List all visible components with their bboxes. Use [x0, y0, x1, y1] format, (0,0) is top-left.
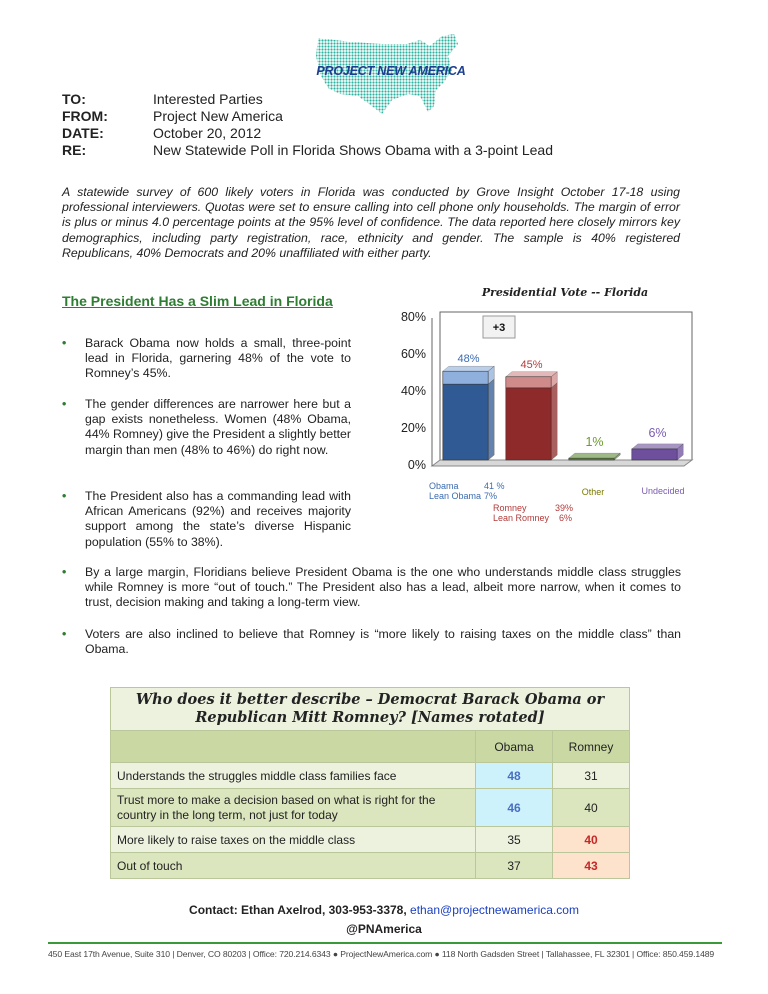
memo-value: New Statewide Poll in Florida Shows Obama with a 3-point Lead: [153, 142, 553, 158]
y-tick-label: 80%: [400, 310, 426, 324]
table-row: [111, 853, 630, 879]
category-label-other: Other: [581, 487, 605, 497]
category-value-obama: 41 %: [484, 481, 505, 491]
intro-paragraph: A statewide survey of 600 likely voters in Florida was conducted by Grove Insight October 17-18 using professional interviewers. Quotas were set to ensure calling into cell phone only households. The margin of error is plus or minus 4.0 percentage points at the 95% level of confidence. The data reported here closely mirrors key demographics, including party registration, race, ethnicity and gender. The sample is 40% registered Republicans, 40% Democrats and 20% unaffiliated with either party.: [62, 185, 680, 260]
section-heading: The President Has a Slim Lead in Florida: [62, 293, 333, 309]
bullet-text: By a large margin, Floridians believe President Obama is the one who understands middle class struggles while Romney is more “out of touch.” The President also has a lead, albeit more narrow, when it comes to trust, decision making and taking a long-term view.: [85, 565, 681, 610]
bullet-text: Barack Obama now holds a small, three-point lead in Florida, garnering 48% of the vote to Romney’s 45%.: [85, 336, 351, 381]
bar-segment: [443, 371, 488, 384]
bar-segment: [506, 377, 551, 388]
comparison-table: [110, 687, 630, 879]
romney-value: 40: [553, 827, 630, 853]
category-label-romney: Romney: [493, 503, 527, 513]
bullet-text: The President also has a commanding lead with African Americans (92%) and receives majority support among the state’s diverse Hispanic population (55% to 38%).: [85, 489, 351, 549]
category-value-lean-obama: 7%: [484, 491, 498, 501]
table-header-blank: [111, 731, 476, 763]
bar-segment: [506, 388, 551, 460]
obama-value: 35: [476, 827, 553, 853]
obama-value: 46: [476, 789, 553, 827]
row-label: Out of touch: [111, 853, 476, 879]
contact-text: Contact: Ethan Axelrod, 303-953-3378,: [189, 903, 411, 917]
bullet-icon: •: [62, 627, 67, 641]
romney-value: 43: [553, 853, 630, 879]
category-label-undecided: Undecided: [641, 486, 685, 496]
memo-key: RE:: [62, 142, 87, 158]
memo-key: DATE:: [62, 125, 104, 141]
project-new-america-logo: [312, 30, 466, 120]
twitter-handle: @PNAmerica: [346, 922, 422, 936]
y-tick-label: 0%: [407, 458, 426, 472]
presidential-vote-chart: [395, 300, 705, 530]
bar-top: [569, 453, 620, 458]
memo-key: TO:: [62, 91, 86, 107]
contact-line: [0, 903, 768, 917]
data-label: 45%: [520, 358, 543, 371]
category-value-lean-romney: 6%: [559, 513, 573, 523]
obama-value: 37: [476, 853, 553, 879]
data-label: 6%: [648, 425, 667, 440]
y-tick-label: 40%: [400, 384, 426, 398]
bullet-text: The gender differences are narrower here but a gap exists nonetheless. Women (48% Obama, 44% Romney) give the President a slightly better margin than men (48% to 46%) do right now.: [85, 397, 351, 457]
bullet-icon: •: [62, 336, 67, 350]
email-link[interactable]: ethan@projectnewamerica.com: [410, 903, 579, 917]
memo-key: FROM:: [62, 108, 108, 124]
chart-title: Presidential Vote -- Florida: [481, 286, 649, 299]
footer-divider: [48, 942, 722, 944]
bar-top: [506, 372, 557, 377]
bar-segment: [443, 384, 488, 460]
bullet-icon: •: [62, 397, 67, 411]
y-tick-label: 20%: [400, 421, 426, 435]
y-tick-label: 60%: [400, 347, 426, 361]
bullet-icon: •: [62, 565, 67, 579]
table-row: [111, 763, 630, 789]
romney-value: 31: [553, 763, 630, 789]
category-value-romney: 39%: [555, 503, 574, 513]
data-label: 1%: [585, 435, 604, 450]
memo-value: Interested Parties: [153, 91, 263, 107]
memo-value: October 20, 2012: [153, 125, 262, 141]
table-title: Who does it better describe – Democrat Barack Obama or Republican Mitt Romney? [Names rotated]: [111, 688, 630, 731]
obama-value: 48: [476, 763, 553, 789]
bar-side: [551, 383, 557, 460]
table-row: [111, 789, 630, 827]
logo-text: PROJECT NEW AMERICA: [316, 64, 466, 78]
memo-value: Project New America: [153, 108, 283, 124]
table-row: [111, 827, 630, 853]
category-label-lean-obama: Lean Obama: [429, 491, 482, 501]
plot-floor: [432, 460, 692, 466]
bullet-text: Voters are also inclined to believe that Romney is “more likely to raising taxes on the middle class” than Obama.: [85, 627, 681, 657]
footer-address: 450 East 17th Avenue, Suite 310 | Denver, CO 80203 | Office: 720.214.6343 ● ProjectNewAmerica.com ● 118 North Gadsden Street | Tallahassee, FL 32301 | Office: 850.459.1489: [48, 949, 715, 959]
category-label-lean-romney: Lean Romney: [493, 513, 550, 523]
bar-segment: [632, 449, 677, 460]
bar-side: [488, 379, 494, 460]
row-label: More likely to raise taxes on the middle class: [111, 827, 476, 853]
annotation-text: +3: [492, 322, 506, 334]
row-label: Trust more to make a decision based on what is right for the country in the long term, not just for today: [111, 789, 476, 827]
column-header-romney: Romney: [553, 731, 630, 763]
data-label: 48%: [457, 353, 480, 366]
romney-value: 40: [553, 789, 630, 827]
category-label-obama: Obama: [429, 481, 459, 491]
column-header-obama: Obama: [476, 731, 553, 763]
row-label: Understands the struggles middle class families face: [111, 763, 476, 789]
table-header-row: [111, 731, 630, 763]
bullet-icon: •: [62, 489, 67, 503]
bar-top: [443, 366, 494, 371]
bar-top: [632, 444, 683, 449]
bar-segment: [569, 458, 614, 460]
